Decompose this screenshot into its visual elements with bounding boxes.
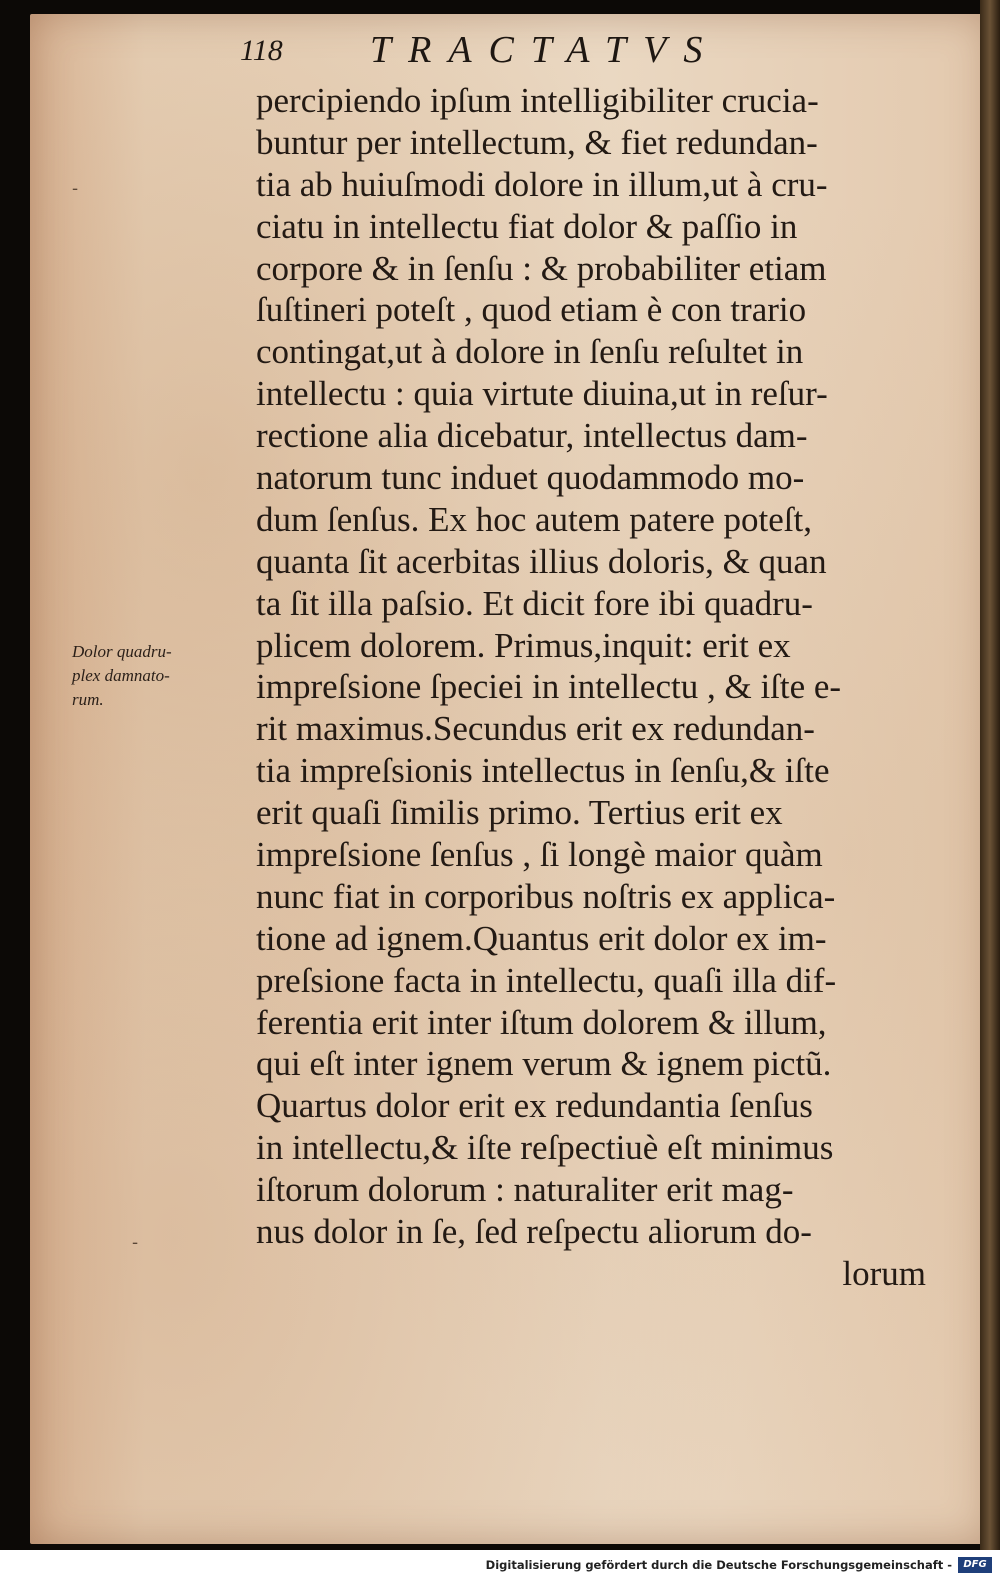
text-line: tione ad ignem.Quantus erit dolor ex im- — [256, 918, 827, 958]
page-number: 118 — [240, 34, 283, 67]
text-line: nunc fiat in corporibus noſtris ex applica- — [256, 876, 836, 916]
text-line: rectione alia dicebatur, intellectus dam- — [256, 416, 808, 456]
text-line: nus dolor in ſe, ſed reſpectu aliorum do- — [256, 1212, 812, 1252]
margin-note-line: rum. — [72, 690, 104, 709]
page-header — [240, 28, 800, 78]
text-line: quanta ſit acerbitas illius doloris, & quan — [256, 541, 827, 581]
text-line: corpore & in ſenſu : & probabiliter etiam — [256, 248, 827, 288]
book-edge — [980, 0, 1000, 1550]
margin-note-line: plex damnato- — [72, 666, 170, 685]
body-text — [256, 80, 936, 1295]
running-title: TRACTATVS — [370, 29, 720, 71]
text-line: natorum tunc induet quodammodo mo- — [256, 458, 805, 498]
margin-mark: - — [72, 178, 79, 199]
text-line: percipiendo ipſum intelligibiliter crucia- — [256, 81, 819, 120]
text-line: intellectu : quia virtute diuina,ut in reſur- — [256, 374, 828, 414]
text-line: ciatu in intellectu fiat dolor & paſſio in — [256, 206, 798, 246]
text-line: preſsione facta in intellectu, quaſi illa dif- — [256, 960, 837, 1000]
text-line: iſtorum dolorum : naturaliter erit mag- — [256, 1170, 794, 1210]
digitization-footer — [0, 1550, 1000, 1582]
text-line: Quartus dolor erit ex redundantia ſenſus — [256, 1086, 813, 1126]
dfg-logo: DFG — [958, 1557, 992, 1573]
text-line: impreſsione ſpeciei in intellectu , & iſte e- — [256, 667, 842, 707]
text-line: tia ab huiuſmodi dolore in illum,ut à cru- — [256, 164, 828, 204]
text-line: ferentia erit inter iſtum dolorem & illum, — [256, 1002, 827, 1042]
text-line: qui eſt inter ignem verum & ignem pictũ. — [256, 1044, 832, 1084]
footer-text: Digitalisierung gefördert durch die Deutsche Forschungsgemeinschaft - — [485, 1558, 952, 1572]
text-line: buntur per intellectum, & fiet redundan- — [256, 122, 818, 162]
text-line: tia impreſsionis intellectus in ſenſu,& iſte — [256, 751, 830, 791]
text-line: dum ſenſus. Ex hoc autem patere poteſt, — [256, 499, 812, 539]
text-line: in intellectu,& iſte reſpectiuè eſt minimus — [256, 1128, 834, 1168]
catchword: lorum — [842, 1253, 926, 1293]
margin-note — [72, 640, 232, 712]
text-line: ta ſit illa paſsio. Et dicit fore ibi quadru- — [256, 583, 813, 623]
text-line: erit quaſi ſimilis primo. Tertius erit ex — [256, 793, 783, 833]
margin-note-line: Dolor quadru- — [72, 642, 172, 661]
margin-mark: - — [132, 1232, 139, 1253]
text-line: contingat,ut à dolore in ſenſu reſultet in — [256, 332, 804, 372]
text-line: plicem dolorem. Primus,inquit: erit ex — [256, 625, 791, 665]
text-line: rit maximus.Secundus erit ex redundan- — [256, 709, 815, 749]
text-line: ſuſtineri poteſt , quod etiam è con trario — [256, 290, 807, 330]
text-line: impreſsione ſenſus , ſi longè maior quàm — [256, 835, 823, 875]
